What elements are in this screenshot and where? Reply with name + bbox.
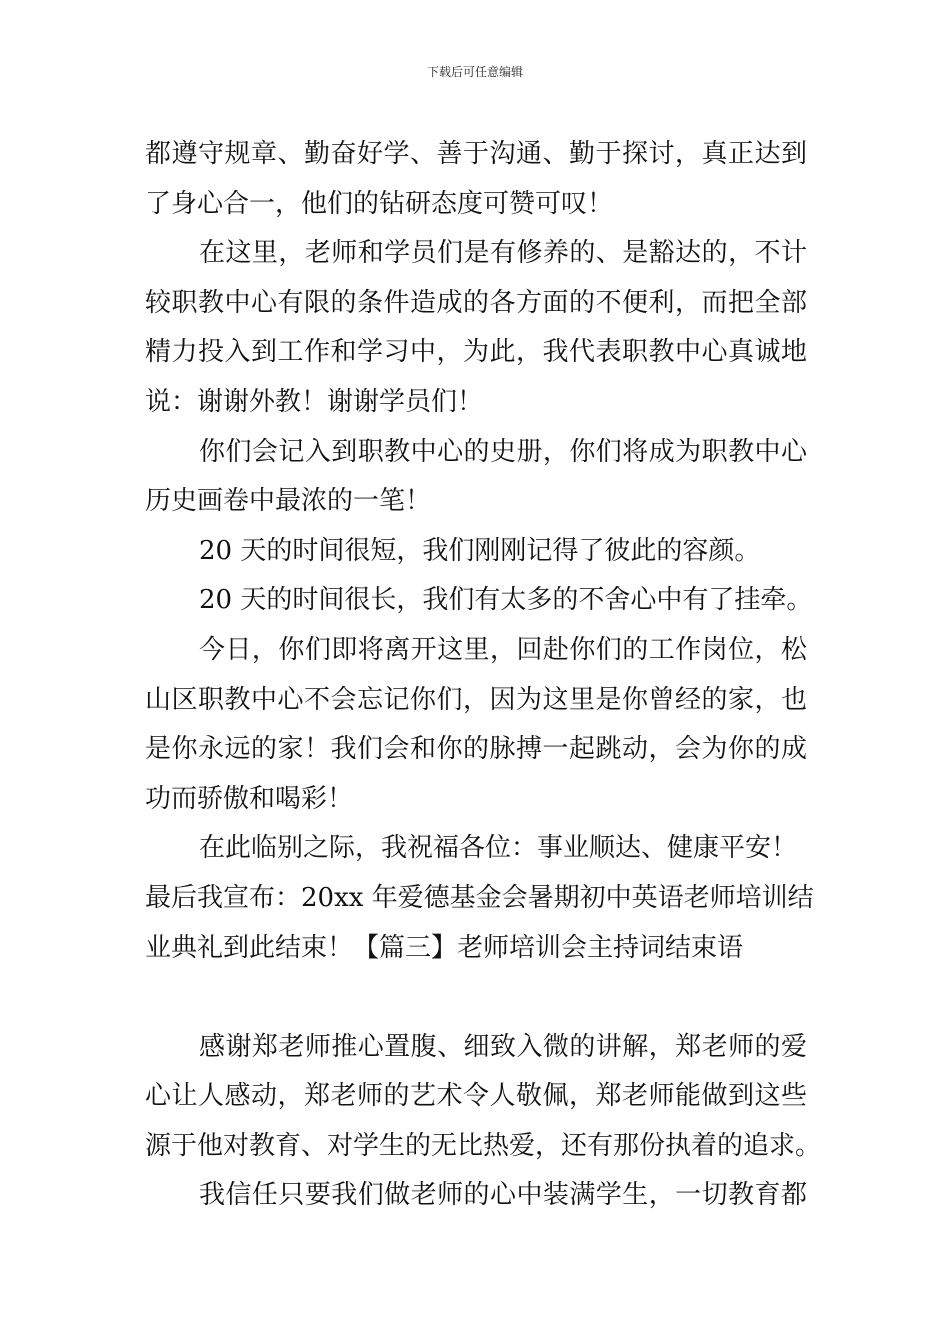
blank-line [145, 973, 807, 1023]
text-line: 源于他对教育、对学生的无比热爱，还有那份执着的追求。 [145, 1130, 822, 1161]
text-line: 历史画卷中最浓的一笔！ [145, 486, 432, 517]
text-line: 在此临别之际，我祝福各位：事业顺达、健康平安！ [199, 833, 798, 864]
text-line: 20 天的时间很短，我们刚刚记得了彼此的容颜。 [199, 535, 761, 566]
text-line: 心让人感动，郑老师的艺术令人敬佩，郑老师能做到这些 [145, 1081, 807, 1112]
page-header: 下载后可任意编辑 [426, 65, 523, 79]
text-line: 较职教中心有限的条件造成的各方面的不便利，而把全部 [145, 287, 807, 318]
text-line: 精力投入到工作和学习中，为此，我代表职教中心真诚地 [145, 337, 807, 368]
text-line: 说：谢谢外教！谢谢学员们！ [145, 386, 484, 417]
text-line: 是你永远的家！我们会和你的脉搏一起跳动，会为你的成 [145, 734, 807, 765]
text-line: 最后我宣布：20xx 年爱德基金会暑期初中英语老师培训结 [145, 882, 814, 913]
text-line: 在这里，老师和学员们是有修养的、是豁达的，不计 [199, 238, 807, 269]
text-line: 20 天的时间很长，我们有太多的不舍心中有了挂牵。 [199, 585, 813, 616]
text-line: 我信任只要我们做老师的心中装满学生，一切教育都 [199, 1180, 807, 1211]
text-line: 山区职教中心不会忘记你们，因为这里是你曾经的家，也 [145, 684, 807, 715]
text-line: 今日，你们即将离开这里，回赴你们的工作岗位，松 [199, 634, 807, 665]
text-line: 了身心合一，他们的钻研态度可赞可叹！ [145, 188, 614, 219]
document-body [145, 130, 822, 1221]
text-line: 业典礼到此结束！【篇三】老师培训会主持词结束语 [145, 932, 744, 963]
text-line: 感谢郑老师推心置腹、细致入微的讲解，郑老师的爱 [199, 1031, 807, 1062]
text-line: 你们会记入到职教中心的史册，你们将成为职教中心 [199, 436, 807, 467]
text-line: 都遵守规章、勤奋好学、善于沟通、勤于探讨，真正达到 [145, 139, 807, 169]
text-line: 功而骄傲和喝彩！ [145, 783, 354, 814]
